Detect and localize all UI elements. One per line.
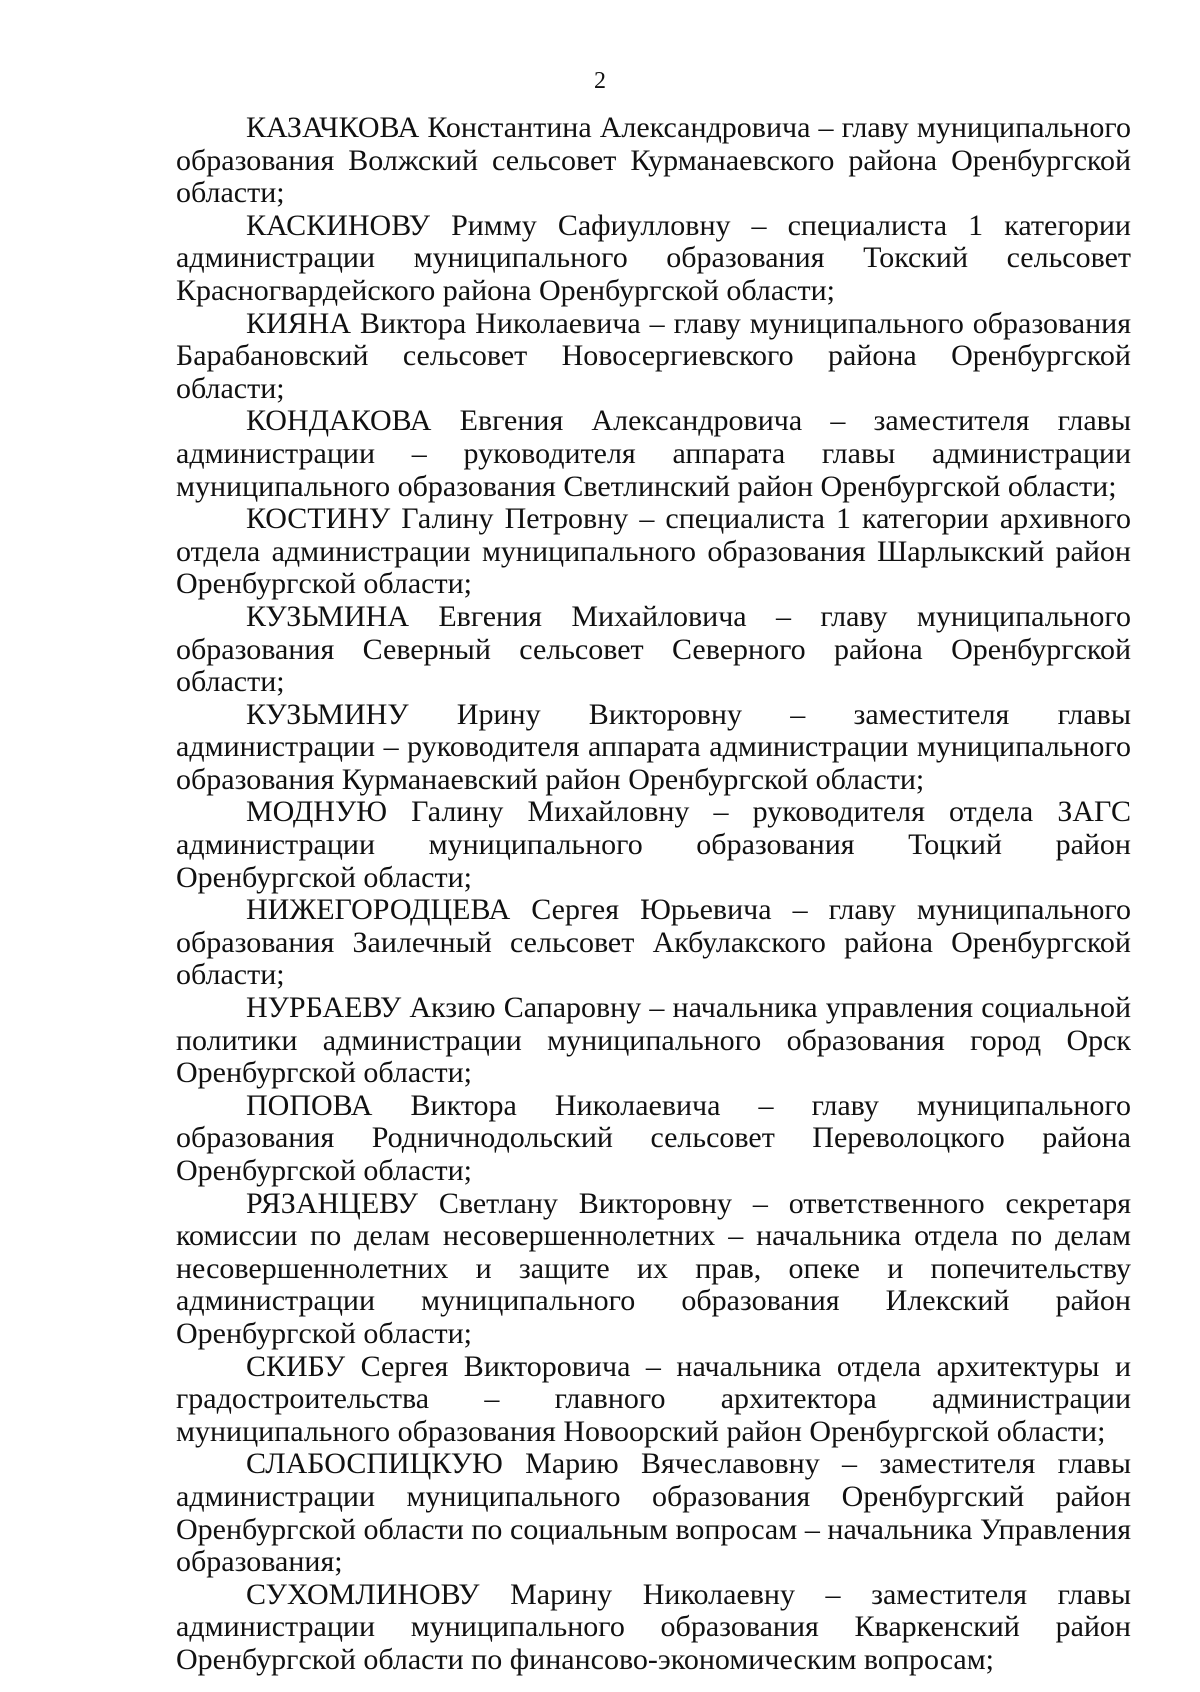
- list-item: СУХОМЛИНОВУ Марину Николаевну – заместителя главы администрации муниципального образования Кваркенский район Оренбургской области по финансово-экономическим вопросам;: [176, 1577, 1131, 1676]
- list-item: КОСТИНУ Галину Петровну – специалиста 1 категории архивного отдела администрации муниципального образования Шарлыкский район Оренбургской области;: [176, 502, 1131, 601]
- page-number: 2: [594, 68, 606, 94]
- list-item: СКИБУ Сергея Викторовича – начальника отдела архитектуры и градостроительства – главного архитектора администрации муниципального образования Новоорский район Оренбургской области;: [176, 1349, 1131, 1448]
- list-item: КУЗЬМИНУ Ирину Викторовну – заместителя главы администрации – руководителя аппарата администрации муниципального образования Курманаевский район Оренбургской области;: [176, 697, 1131, 796]
- list-item: КАСКИНОВУ Римму Сафиулловну – специалиста 1 категории администрации муниципального образования Токский сельсовет Красногвардейского района Оренбургской области;: [176, 208, 1131, 307]
- list-item: НУРБАЕВУ Акзию Сапаровну – начальника управления социальной политики администрации муниципального образования город Орск Оренбургской области;: [176, 991, 1131, 1090]
- list-item: КУЗЬМИНА Евгения Михайловича – главу муниципального образования Северный сельсовет Северного района Оренбургской области;: [176, 599, 1131, 699]
- list-item: РЯЗАНЦЕВУ Светлану Викторовну – ответственного секретаря комиссии по делам несовершеннолетних – начальника отдела по делам несовершеннолетних и защите их прав, опеке и попечительству администрации муниципального образования Илекский район Оренбургской области;: [176, 1186, 1131, 1350]
- list-item: НИЖЕГОРОДЦЕВА Сергея Юрьевича – главу муниципального образования Заилечный сельсовет Акбулакского района Оренбургской области;: [176, 893, 1131, 992]
- list-item: ПОПОВА Виктора Николаевича – главу муниципального образования Родничнодольский сельсовет Переволоцкого района Оренбургской области;: [176, 1088, 1131, 1187]
- list-item: КОНДАКОВА Евгения Александровича – заместителя главы администрации – руководителя аппарата главы администрации муниципального образования Светлинский район Оренбургской области;: [176, 404, 1131, 503]
- list-item: КАЗАЧКОВА Константина Александровича – главу муниципального образования Волжский сельсовет Курманаевского района Оренбургской области;: [176, 111, 1131, 210]
- list-item: КИЯНА Виктора Николаевича – главу муниципального образования Барабановский сельсовет Новосергиевского района Оренбургской области;: [176, 306, 1131, 405]
- document-body: [176, 112, 1131, 1677]
- list-item: МОДНУЮ Галину Михайловну – руководителя отдела ЗАГС администрации муниципального образования Тоцкий район Оренбургской области;: [176, 795, 1131, 894]
- list-item: СЛАБОСПИЦКУЮ Марию Вячеславовну – заместителя главы администрации муниципального образования Оренбургский район Оренбургской области по социальным вопросам – начальника Управления образования;: [176, 1447, 1131, 1579]
